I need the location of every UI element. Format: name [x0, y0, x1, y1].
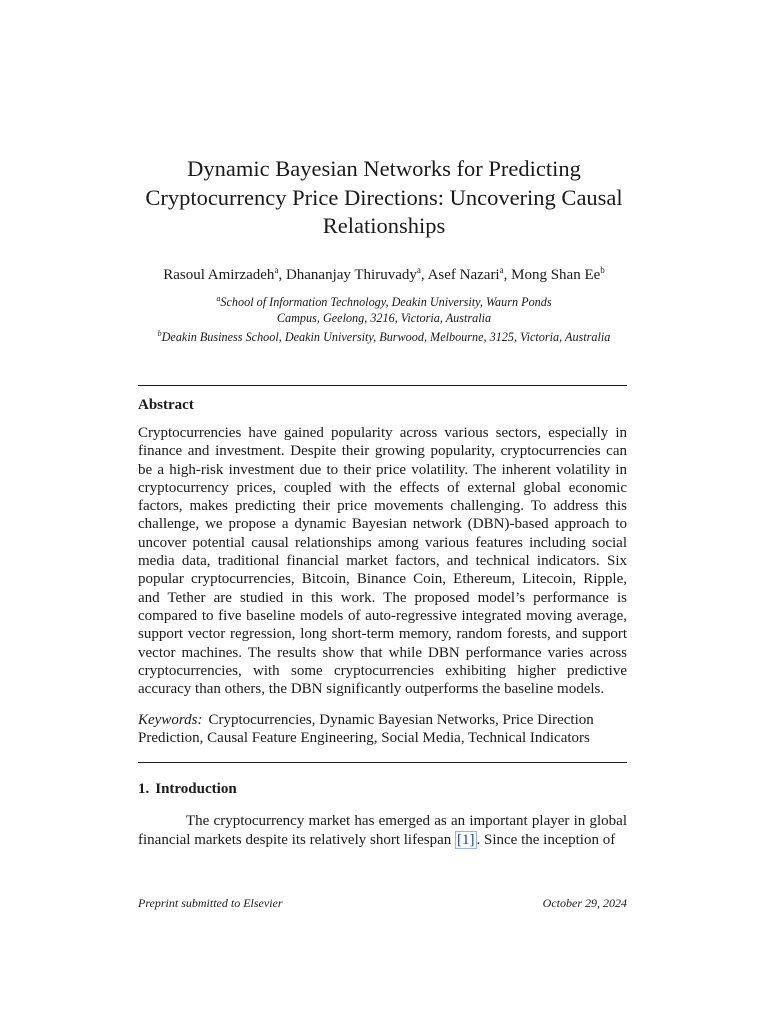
intro-text-part-1: The cryptocurrency market has emerged as an important player in global financial markets despite its relatively short lifespan: [138, 813, 627, 848]
title-line-2: Cryptocurrency Price Directions: Uncovering Causal: [145, 184, 623, 210]
affiliations: [80, 291, 688, 346]
affiliation-b-line-1: [80, 326, 688, 346]
section-heading-introduction: [138, 780, 237, 798]
author-name: Dhananjay Thiruvady: [285, 267, 417, 283]
footer-preprint-note: Preprint submitted to Elsevier: [138, 896, 283, 910]
author-affil-mark: a: [416, 265, 421, 275]
abstract-text: Cryptocurrencies have gained popularity across various sectors, especially in finance and investment. Despite their growing popularity, cryptocurrencies can be a high-risk investment due to their price volatility. The inherent volatility in cryptocurrency prices, coupled with the effects of external global economic factors, makes predicting their price movements challenging. To address this challenge, we propose a dynamic Bayesian network (DBN)-based approach to uncover potential causal relationships among various features including social media data, traditional financial market factors, and technical indicators. Six popular cryptocurrencies, Bitcoin, Binance Coin, Ethereum, Litecoin, Ripple, and Tether are studied in this work. The proposed model’s performance is compared to five baseline models of auto-regressive integrated moving average, support vector regression, long short-term memory, random forests, and support vector machines. The results show that while DBN performance varies across cryptocurrencies, with some cryptocurrencies exhibiting higher predictive accuracy than others, the DBN significantly outperforms the baseline models.: [138, 425, 627, 698]
affil-text: Deakin Business School, Deakin University, Burwood, Melbourne, 3125, Victoria, Australia: [161, 330, 611, 345]
author-affil-mark: a: [499, 265, 504, 275]
keywords-text: Cryptocurrencies, Dynamic Bayesian Networks, Price Direction Prediction, Causal Feature Engineering, Social Media, Technical Indicators: [138, 712, 594, 747]
title-line-1: Dynamic Bayesian Networks for Predicting: [187, 156, 581, 181]
author-affil-mark: a: [274, 265, 279, 275]
section-number: 1.: [138, 781, 150, 797]
section-title: Introduction: [155, 781, 237, 797]
keywords-label: Keywords:: [138, 712, 203, 728]
bottom-divider: [138, 762, 627, 763]
author-affil-mark: b: [600, 265, 605, 275]
intro-text-part-2: . Since the inception of: [476, 832, 616, 848]
keywords: [138, 711, 627, 748]
citation-link[interactable]: [1]: [457, 832, 475, 848]
author-name: Mong Shan Ee: [511, 267, 601, 283]
affil-mark: b: [157, 329, 162, 339]
title-line-3: Relationships: [322, 213, 446, 238]
paper-title: [110, 155, 658, 241]
affil-text: School of Information Technology, Deakin University, Waurn Ponds: [220, 295, 552, 309]
introduction-text: [138, 812, 627, 850]
author-name: Rasoul Amirzadeh: [163, 267, 275, 283]
affiliation-a-line-1: [80, 291, 688, 311]
author-name: Asef Nazari: [427, 267, 500, 283]
abstract-heading: Abstract: [138, 397, 194, 413]
affil-mark: a: [216, 294, 221, 303]
author-list: Rasoul Amirzadeh$^a$, Dhananjay Thiruvady$^a$, Asef Nazari$^a$, Mong Shan Ee$^b$: [163, 265, 605, 283]
affiliation-a-line-2: Campus, Geelong, 3216, Victoria, Australia: [276, 310, 492, 325]
footer-date: October 29, 2024: [542, 896, 627, 910]
top-divider: [138, 385, 627, 386]
